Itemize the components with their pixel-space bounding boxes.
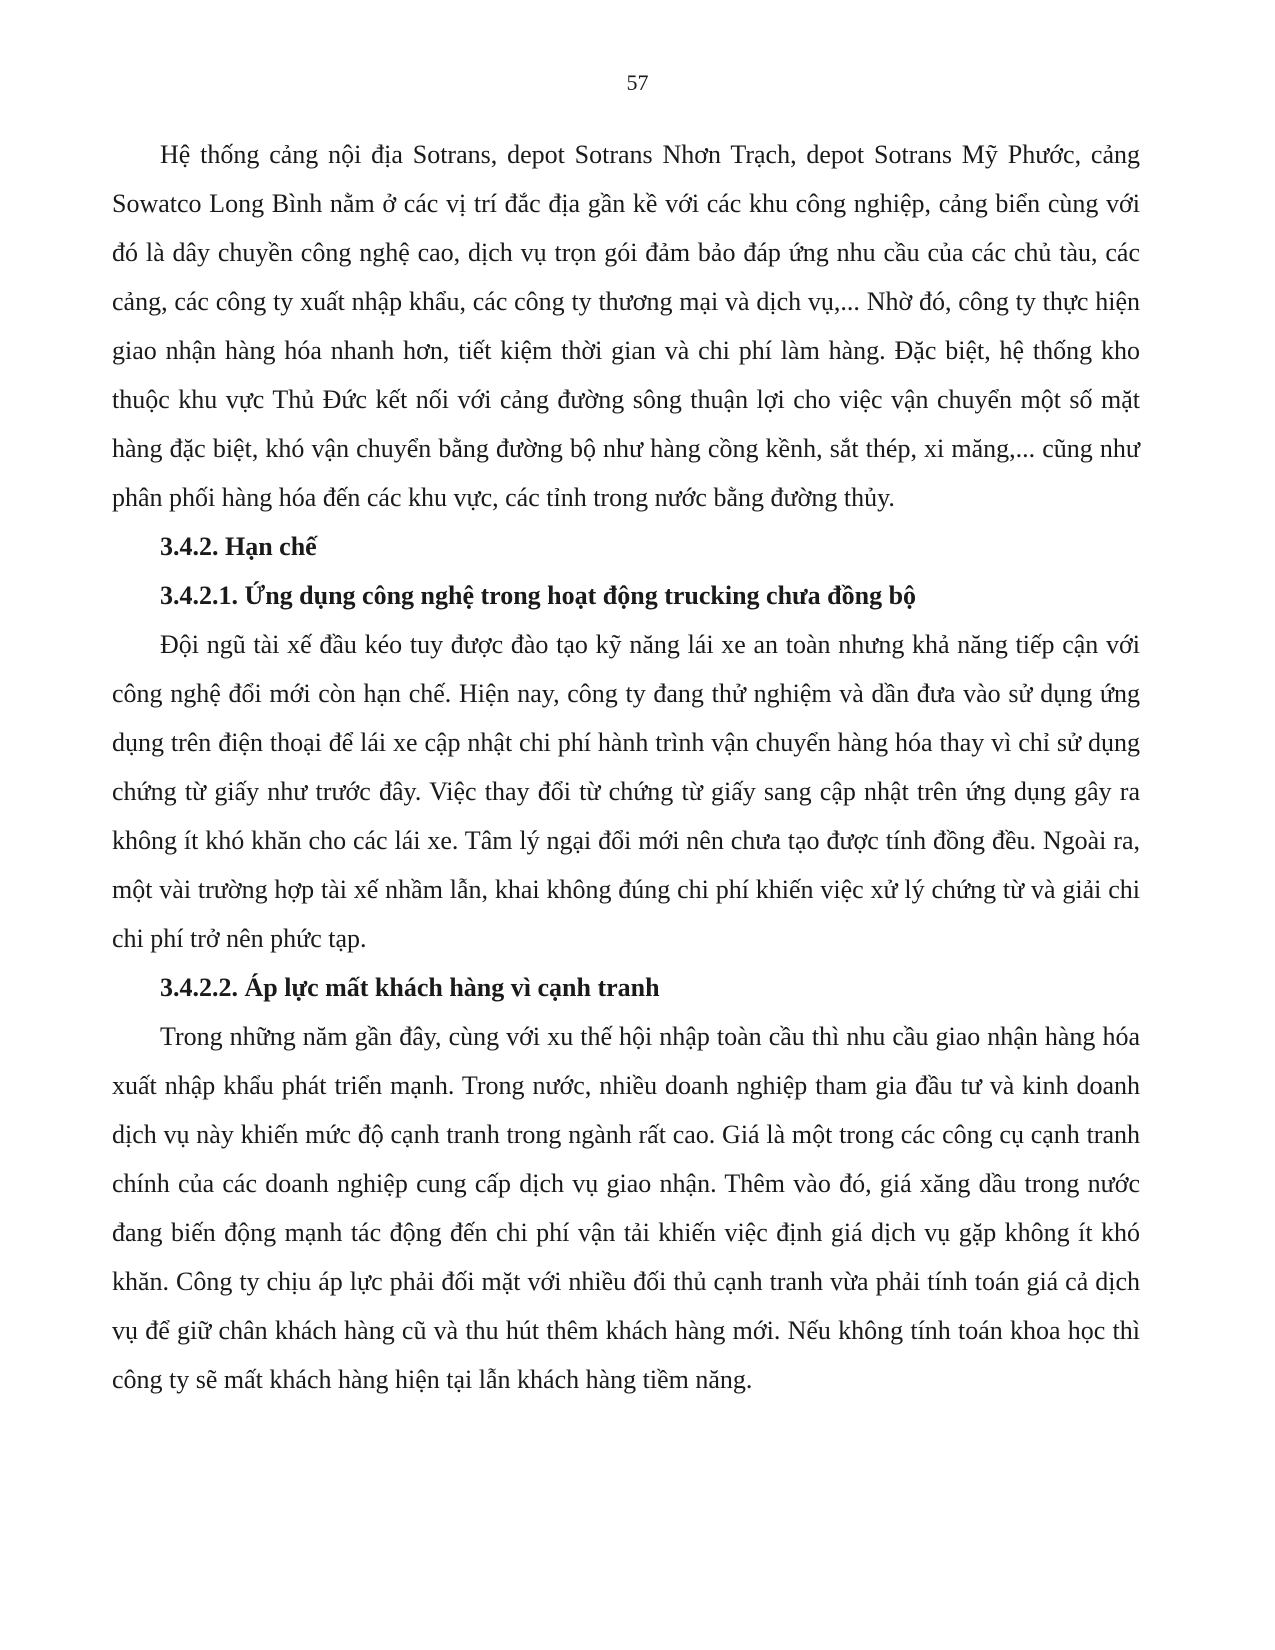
paragraph-competition-pressure: Trong những năm gần đây, cùng với xu thế hội nhập toàn cầu thì nhu cầu giao nhận hàng hóa xuất nhập khẩu phát triển mạnh. Trong nước, nhiều doanh nghiệp tham gia đầu tư và kinh doanh dịch vụ này khiến mức độ cạnh tranh trong ngành rất cao. Giá là một trong các công cụ cạnh tranh chính của các doanh nghiệp cung cấp dịch vụ giao nhận. Thêm vào đó, giá xăng dầu trong nước đang biến động mạnh tác động đến chi phí vận tải khiến việc định giá dịch vụ gặp không ít khó khăn. Công ty chịu áp lực phải đối mặt với nhiều đối thủ cạnh tranh vừa phải tính toán giá cả dịch vụ để giữ chân khách hàng cũ và thu hút thêm khách hàng mới. Nếu không tính toán khoa học thì công ty sẽ mất khách hàng hiện tại lẫn khách hàng tiềm năng. (112, 1022, 1140, 1394)
subsection-heading-trucking-technology: 3.4.2.1. Ứng dụng công nghệ trong hoạt động trucking chưa đồng bộ (160, 581, 917, 610)
document-body (112, 130, 1140, 1404)
section-heading-limitations: 3.4.2. Hạn chế (160, 532, 317, 561)
subsection-heading-competition-pressure: 3.4.2.2. Áp lực mất khách hàng vì cạnh tranh (160, 973, 660, 1002)
paragraph-trucking-technology: Đội ngũ tài xế đầu kéo tuy được đào tạo kỹ năng lái xe an toàn nhưng khả năng tiếp cận với công nghệ đổi mới còn hạn chế. Hiện nay, công ty đang thử nghiệm và dần đưa vào sử dụng ứng dụng trên điện thoại để lái xe cập nhật chi phí hành trình vận chuyển hàng hóa thay vì chỉ sử dụng chứng từ giấy như trước đây. Việc thay đổi từ chứng từ giấy sang cập nhật trên ứng dụng gây ra không ít khó khăn cho các lái xe. Tâm lý ngại đổi mới nên chưa tạo được tính đồng đều. Ngoài ra, một vài trường hợp tài xế nhầm lẫn, khai không đúng chi phí khiến việc xử lý chứng từ và giải chi chi phí trở nên phức tạp. (112, 630, 1140, 953)
page-number: 57 (626, 70, 649, 95)
paragraph-ports-overview: Hệ thống cảng nội địa Sotrans, depot Sotrans Nhơn Trạch, depot Sotrans Mỹ Phước, cảng Sowatco Long Bình nằm ở các vị trí đắc địa gần kề với các khu công nghiệp, cảng biển cùng với đó là dây chuyền công nghệ cao, dịch vụ trọn gói đảm bảo đáp ứng nhu cầu của các chủ tàu, các cảng, các công ty xuất nhập khẩu, các công ty thương mại và dịch vụ,... Nhờ đó, công ty thực hiện giao nhận hàng hóa nhanh hơn, tiết kiệm thời gian và chi phí làm hàng. Đặc biệt, hệ thống kho thuộc khu vực Thủ Đức kết nối với cảng đường sông thuận lợi cho việc vận chuyển một số mặt hàng đặc biệt, khó vận chuyển bằng đường bộ như hàng cồng kềnh, sắt thép, xi măng,... cũng như phân phối hàng hóa đến các khu vực, các tỉnh trong nước bằng đường thủy. (112, 140, 1140, 512)
